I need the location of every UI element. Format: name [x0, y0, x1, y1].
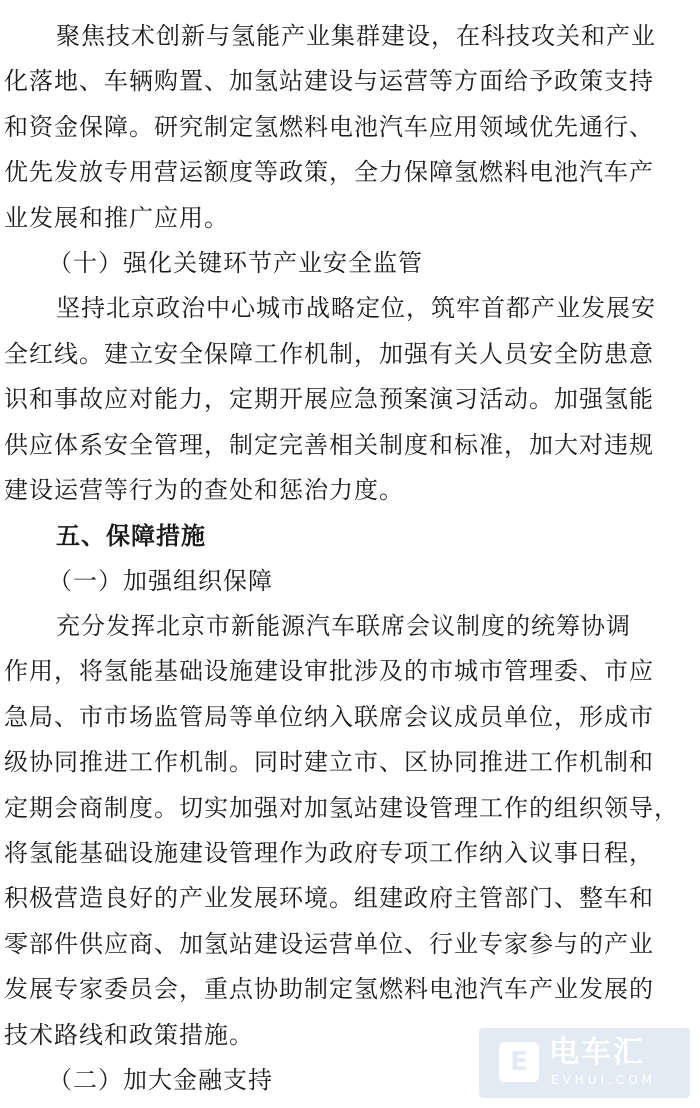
subsection-heading: （一）加强组织保障 — [48, 566, 273, 595]
paragraph-line: 聚焦技术创新与氢能产业集群建设，在科技攻关和产业 — [56, 22, 656, 50]
watermark-cn: 电车汇 — [549, 1035, 645, 1070]
paragraph-line: 发展专家委员会，重点协助制定氢燃料电池汽车产业发展的 — [4, 975, 654, 1004]
paragraph-line: 和资金保障。研究制定氢燃料电池汽车应用领域优先通行、 — [4, 112, 654, 141]
paragraph-line: 全红线。建立安全保障工作机制，加强有关人员安全防患意 — [4, 339, 654, 368]
paragraph-line: 优先发放专用营运额度等政策，全力保障氢燃料电池汽车产 — [4, 158, 654, 187]
watermark-logo-icon: E — [499, 1042, 539, 1082]
paragraph-line: 充分发挥北京市新能源汽车联席会议制度的统筹协调 — [56, 612, 631, 641]
paragraph-line: 建设运营等行为的查处和惩治力度。 — [4, 475, 404, 504]
paragraph-line: 作用，将氢能基础设施建设审批涉及的市城市管理委、市应 — [4, 657, 654, 686]
paragraph-line: 技术路线和政策措施。 — [4, 1020, 254, 1049]
subsection-heading: （十）强化关键环节产业安全监管 — [48, 248, 423, 277]
subsection-heading: （二）加大金融支持 — [48, 1065, 273, 1094]
paragraph-line: 急局、市市场监管局等单位纳入联席会议成员单位，形成市 — [4, 702, 654, 731]
section-heading: 五、保障措施 — [56, 521, 206, 551]
document-body — [4, 14, 696, 1103]
paragraph-line: 级协同推进工作机制。同时建立市、区协同推进工作机制和 — [4, 748, 654, 777]
paragraph-line: 坚持北京政治中心城市战略定位，筑牢首都产业发展安 — [56, 294, 656, 323]
watermark-en: EVHUI.COM — [551, 1073, 657, 1087]
paragraph-line: 业发展和推广应用。 — [4, 203, 229, 232]
watermark — [479, 1028, 690, 1098]
paragraph-line: 供应体系安全管理，制定完善相关制度和标准，加大对违规 — [4, 430, 654, 459]
paragraph-line: 将氢能基础设施建设管理作为政府专项工作纳入议事日程， — [4, 839, 654, 868]
paragraph-line: 识和事故应对能力，定期开展应急预案演习活动。加强氢能 — [4, 385, 654, 414]
paragraph-line: 积极营造良好的产业发展环境。组建政府主管部门、整车和 — [4, 884, 654, 913]
paragraph-line: 零部件供应商、加氢站建设运营单位、行业专家参与的产业 — [4, 929, 654, 958]
paragraph-line: 化落地、车辆购置、加氢站建设与运营等方面给予政策支持 — [4, 67, 654, 96]
paragraph-line: 定期会商制度。切实加强对加氢站建设管理工作的组织领导， — [4, 793, 679, 822]
